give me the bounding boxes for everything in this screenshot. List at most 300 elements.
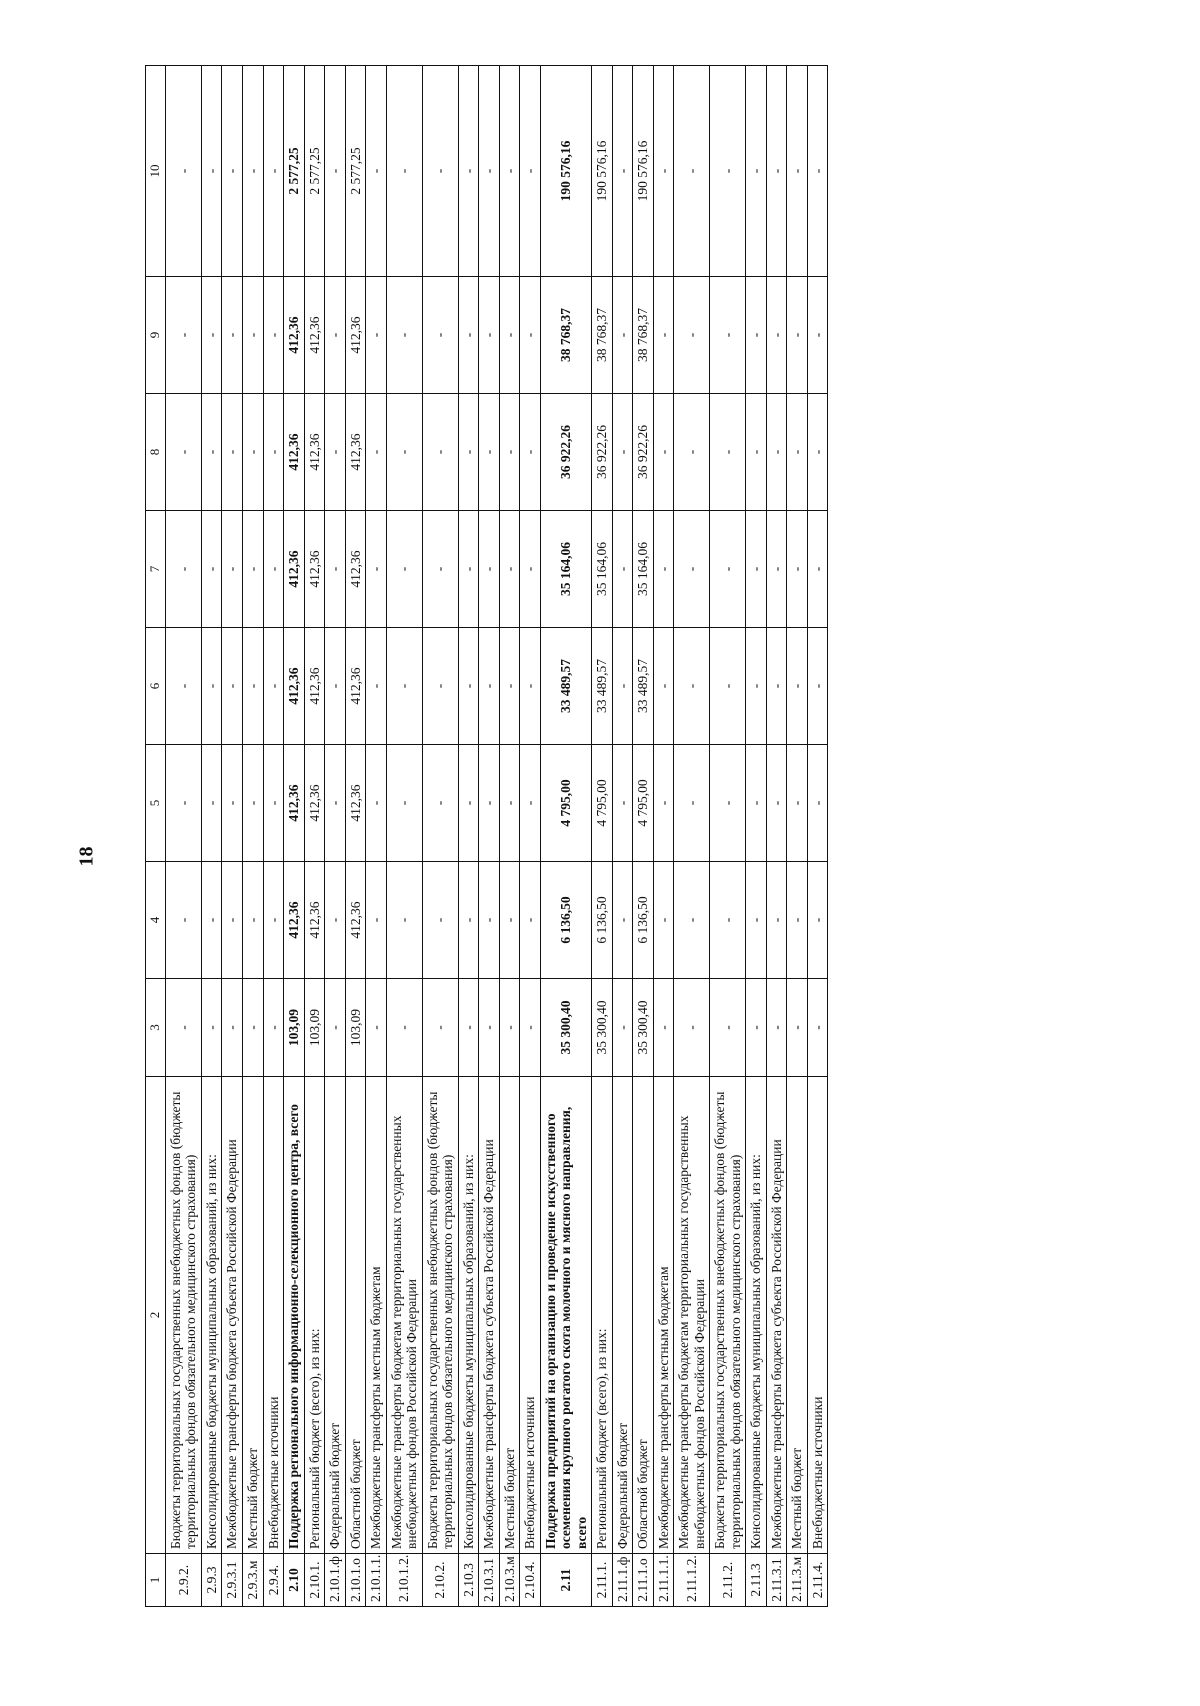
row-code: 2.10.2. <box>422 1554 458 1607</box>
row-value: - <box>653 277 674 394</box>
header-row <box>146 66 166 1607</box>
row-description: Местный бюджет <box>787 1077 808 1554</box>
table-row <box>612 66 633 1607</box>
row-value: 6 136,50 <box>540 862 592 979</box>
row-value: 2 577,25 <box>345 66 366 277</box>
row-code: 2.11.1.о <box>633 1554 654 1607</box>
row-value: 103,09 <box>284 979 305 1077</box>
row-value: - <box>807 745 828 862</box>
row-value: - <box>222 277 243 394</box>
row-value: 2 577,25 <box>304 66 325 277</box>
header-cell: 5 <box>146 745 166 862</box>
row-value: 35 300,40 <box>633 979 654 1077</box>
row-code: 2.10.3 <box>458 1554 479 1607</box>
table-row <box>710 66 746 1607</box>
row-value: - <box>787 66 808 277</box>
table-row <box>479 66 500 1607</box>
row-value: - <box>201 394 222 511</box>
row-value: 35 164,06 <box>633 511 654 628</box>
row-value: 35 300,40 <box>592 979 613 1077</box>
row-value: - <box>422 862 458 979</box>
row-value: - <box>746 628 767 745</box>
row-value: 412,36 <box>304 628 325 745</box>
row-value: - <box>674 745 710 862</box>
row-value: 103,09 <box>304 979 325 1077</box>
row-value: - <box>222 979 243 1077</box>
row-value: - <box>520 66 541 277</box>
row-value: 412,36 <box>284 511 305 628</box>
row-value: - <box>201 66 222 277</box>
row-value: - <box>746 862 767 979</box>
table-row <box>520 66 541 1607</box>
row-value: - <box>807 862 828 979</box>
row-value: - <box>612 394 633 511</box>
row-value: - <box>479 511 500 628</box>
row-value: - <box>386 628 422 745</box>
row-value: - <box>386 745 422 862</box>
row-value: - <box>366 862 387 979</box>
row-value: - <box>612 745 633 862</box>
row-value: - <box>787 745 808 862</box>
header-cell: 9 <box>146 277 166 394</box>
row-value: - <box>787 511 808 628</box>
table-row <box>366 66 387 1607</box>
row-code: 2.11.1.ф <box>612 1554 633 1607</box>
row-description: Федеральный бюджет <box>325 1077 346 1554</box>
row-value: - <box>243 862 264 979</box>
row-value: 412,36 <box>284 277 305 394</box>
table-row <box>499 66 520 1607</box>
row-value: - <box>766 511 787 628</box>
row-value: - <box>325 66 346 277</box>
row-code: 2.10.1.о <box>345 1554 366 1607</box>
table-row <box>304 66 325 1607</box>
row-description: Консолидированные бюджеты муниципальных образований, из них: <box>746 1077 767 1554</box>
row-value: - <box>766 628 787 745</box>
row-value: 36 922,26 <box>540 394 592 511</box>
table-row <box>243 66 264 1607</box>
row-value: - <box>499 511 520 628</box>
row-value: - <box>263 66 284 277</box>
row-value: - <box>787 394 808 511</box>
table-body <box>165 66 828 1607</box>
row-value: 33 489,57 <box>633 628 654 745</box>
table-row <box>540 66 592 1607</box>
row-value: 412,36 <box>345 394 366 511</box>
row-code: 2.9.3 <box>201 1554 222 1607</box>
table-row <box>746 66 767 1607</box>
row-description: Внебюджетные источники <box>807 1077 828 1554</box>
row-code: 2.10.1.2. <box>386 1554 422 1607</box>
row-value: 38 768,37 <box>633 277 654 394</box>
row-value: - <box>422 277 458 394</box>
row-description: Межбюджетные трансферты местным бюджетам <box>366 1077 387 1554</box>
row-description: Межбюджетные трансферты бюджетам территориальных государственных внебюджетных фондов Российской Федерации <box>386 1077 422 1554</box>
row-value: - <box>243 745 264 862</box>
row-value: - <box>807 979 828 1077</box>
row-code: 2.10.1.1. <box>366 1554 387 1607</box>
row-value: - <box>222 628 243 745</box>
row-value: - <box>746 979 767 1077</box>
row-value: - <box>766 862 787 979</box>
row-value: - <box>243 394 264 511</box>
row-value: - <box>710 862 746 979</box>
row-value: - <box>612 628 633 745</box>
row-value: - <box>479 862 500 979</box>
row-value: 412,36 <box>304 862 325 979</box>
row-value: - <box>766 979 787 1077</box>
row-value: - <box>653 394 674 511</box>
row-value: - <box>479 979 500 1077</box>
row-value: - <box>710 979 746 1077</box>
row-value: - <box>479 66 500 277</box>
row-value: - <box>499 628 520 745</box>
row-value: 412,36 <box>304 745 325 862</box>
row-value: - <box>787 277 808 394</box>
row-value: - <box>458 511 479 628</box>
row-value: - <box>422 66 458 277</box>
row-value: 412,36 <box>345 277 366 394</box>
row-value: - <box>674 277 710 394</box>
page-number: 18 <box>75 846 98 867</box>
row-value: 412,36 <box>284 745 305 862</box>
row-value: - <box>422 394 458 511</box>
row-value: - <box>787 628 808 745</box>
row-description: Межбюджетные трансферты бюджета субъекта Российской Федерации <box>479 1077 500 1554</box>
row-value: - <box>674 628 710 745</box>
row-code: 2.11.1.2. <box>674 1554 710 1607</box>
table-row <box>807 66 828 1607</box>
row-value: 4 795,00 <box>592 745 613 862</box>
row-value: - <box>222 511 243 628</box>
table-row <box>201 66 222 1607</box>
row-description: Бюджеты территориальных государственных внебюджетных фондов (бюджеты территориальных фондов обязательного медицинского страхования) <box>422 1077 458 1554</box>
row-value: - <box>165 628 201 745</box>
row-value: - <box>325 277 346 394</box>
row-description: Поддержка регионального информационно-селекционного центра, всего <box>284 1077 305 1554</box>
table-row <box>284 66 305 1607</box>
row-value: - <box>520 862 541 979</box>
row-value: - <box>674 511 710 628</box>
row-value: 6 136,50 <box>592 862 613 979</box>
header-cell: 6 <box>146 628 166 745</box>
row-description: Межбюджетные трансферты бюджета субъекта Российской Федерации <box>222 1077 243 1554</box>
row-value: - <box>366 745 387 862</box>
row-value: - <box>366 277 387 394</box>
row-value: - <box>201 628 222 745</box>
row-value: - <box>201 862 222 979</box>
row-value: - <box>165 66 201 277</box>
row-value: - <box>612 66 633 277</box>
row-description: Поддержка предприятий на организацию и проведение искусственного осеменения крупного рогатого скота молочного и мясного направления, всего <box>540 1077 592 1554</box>
row-value: - <box>222 394 243 511</box>
row-code: 2.10.3.м <box>499 1554 520 1607</box>
row-description: Бюджеты территориальных государственных внебюджетных фондов (бюджеты территориальных фондов обязательного медицинского страхования) <box>710 1077 746 1554</box>
row-value: - <box>653 511 674 628</box>
row-value: - <box>807 628 828 745</box>
row-value: - <box>766 745 787 862</box>
row-value: - <box>422 745 458 862</box>
row-value: - <box>458 745 479 862</box>
header-cell: 2 <box>146 1077 166 1554</box>
row-description: Бюджеты территориальных государственных внебюджетных фондов (бюджеты территориальных фондов обязательного медицинского страхования) <box>165 1077 201 1554</box>
table-row <box>458 66 479 1607</box>
row-code: 2.10.4. <box>520 1554 541 1607</box>
row-value: - <box>710 745 746 862</box>
row-value: - <box>201 745 222 862</box>
row-value: - <box>263 394 284 511</box>
row-value: - <box>499 862 520 979</box>
row-value: - <box>499 745 520 862</box>
table-row <box>633 66 654 1607</box>
row-value: - <box>263 745 284 862</box>
row-value: 412,36 <box>284 862 305 979</box>
row-value: - <box>807 511 828 628</box>
row-value: - <box>674 979 710 1077</box>
row-value: 412,36 <box>304 394 325 511</box>
row-value: - <box>263 277 284 394</box>
row-value: - <box>201 277 222 394</box>
row-description: Межбюджетные трансферты бюджета субъекта Российской Федерации <box>766 1077 787 1554</box>
row-code: 2.11.3 <box>746 1554 767 1607</box>
row-description: Межбюджетные трансферты местным бюджетам <box>653 1077 674 1554</box>
row-value: - <box>386 277 422 394</box>
row-code: 2.10 <box>284 1554 305 1607</box>
row-value: - <box>458 394 479 511</box>
row-value: - <box>366 628 387 745</box>
row-description: Федеральный бюджет <box>612 1077 633 1554</box>
header-cell: 7 <box>146 511 166 628</box>
row-value: - <box>243 979 264 1077</box>
row-description: Межбюджетные трансферты бюджетам территориальных государственных внебюджетных фондов Российской Федерации <box>674 1077 710 1554</box>
row-value: - <box>243 511 264 628</box>
header-cell: 1 <box>146 1554 166 1607</box>
row-value: 35 164,06 <box>592 511 613 628</box>
row-value: - <box>458 277 479 394</box>
row-description: Местный бюджет <box>243 1077 264 1554</box>
row-value: 4 795,00 <box>540 745 592 862</box>
row-value: 38 768,37 <box>592 277 613 394</box>
row-value: 412,36 <box>345 862 366 979</box>
row-value: - <box>653 628 674 745</box>
row-value: - <box>499 66 520 277</box>
row-description: Областной бюджет <box>633 1077 654 1554</box>
row-value: - <box>422 628 458 745</box>
row-value: - <box>807 277 828 394</box>
row-value: - <box>165 511 201 628</box>
row-value: - <box>653 979 674 1077</box>
row-code: 2.10.1. <box>304 1554 325 1607</box>
row-value: - <box>746 277 767 394</box>
table-row <box>787 66 808 1607</box>
row-value: - <box>479 745 500 862</box>
row-value: 2 577,25 <box>284 66 305 277</box>
row-value: 412,36 <box>304 511 325 628</box>
row-value: - <box>766 394 787 511</box>
row-value: 36 922,26 <box>633 394 654 511</box>
row-value: - <box>386 862 422 979</box>
row-value: - <box>458 628 479 745</box>
row-value: - <box>422 979 458 1077</box>
row-value: 190 576,16 <box>540 66 592 277</box>
row-value: - <box>386 66 422 277</box>
row-value: - <box>520 511 541 628</box>
row-value: - <box>366 979 387 1077</box>
row-value: - <box>458 979 479 1077</box>
row-value: - <box>243 66 264 277</box>
row-value: - <box>746 511 767 628</box>
row-value: 35 300,40 <box>540 979 592 1077</box>
row-value: 6 136,50 <box>633 862 654 979</box>
row-value: - <box>520 745 541 862</box>
header-cell: 4 <box>146 862 166 979</box>
row-value: - <box>787 862 808 979</box>
row-value: - <box>520 394 541 511</box>
row-value: - <box>520 979 541 1077</box>
row-value: - <box>653 862 674 979</box>
row-value: - <box>263 628 284 745</box>
row-description: Внебюджетные источники <box>520 1077 541 1554</box>
row-value: - <box>165 862 201 979</box>
row-value: - <box>386 979 422 1077</box>
row-description: Внебюджетные источники <box>263 1077 284 1554</box>
row-value: 33 489,57 <box>540 628 592 745</box>
row-value: 190 576,16 <box>633 66 654 277</box>
row-value: - <box>787 979 808 1077</box>
row-value: - <box>499 277 520 394</box>
row-value: - <box>165 277 201 394</box>
row-value: - <box>746 394 767 511</box>
table-row <box>345 66 366 1607</box>
row-description: Местный бюджет <box>499 1077 520 1554</box>
row-value: - <box>710 66 746 277</box>
row-value: - <box>366 394 387 511</box>
row-code: 2.11 <box>540 1554 592 1607</box>
row-value: 103,09 <box>345 979 366 1077</box>
row-value: - <box>746 745 767 862</box>
row-value: - <box>422 511 458 628</box>
row-description: Консолидированные бюджеты муниципальных образований, из них: <box>201 1077 222 1554</box>
row-value: 33 489,57 <box>592 628 613 745</box>
row-value: - <box>479 277 500 394</box>
row-value: - <box>710 277 746 394</box>
row-value: 412,36 <box>284 628 305 745</box>
table-row <box>422 66 458 1607</box>
row-value: - <box>612 277 633 394</box>
row-value: - <box>710 628 746 745</box>
row-description: Региональный бюджет (всего), из них: <box>304 1077 325 1554</box>
budget-table <box>145 65 828 1607</box>
row-description: Консолидированные бюджеты муниципальных образований, из них: <box>458 1077 479 1554</box>
row-code: 2.11.2. <box>710 1554 746 1607</box>
row-value: - <box>386 511 422 628</box>
row-value: 4 795,00 <box>633 745 654 862</box>
row-value: - <box>386 394 422 511</box>
row-value: 412,36 <box>345 628 366 745</box>
row-value: - <box>710 511 746 628</box>
row-value: - <box>263 979 284 1077</box>
row-code: 2.9.3.1 <box>222 1554 243 1607</box>
table-row <box>766 66 787 1607</box>
row-value: - <box>165 394 201 511</box>
row-value: 38 768,37 <box>540 277 592 394</box>
row-value: - <box>243 628 264 745</box>
row-value: - <box>201 511 222 628</box>
row-value: - <box>653 66 674 277</box>
table-row <box>222 66 243 1607</box>
row-value: - <box>653 745 674 862</box>
row-value: 412,36 <box>284 394 305 511</box>
row-code: 2.9.2. <box>165 1554 201 1607</box>
row-value: - <box>766 66 787 277</box>
row-code: 2.11.1.1. <box>653 1554 674 1607</box>
table-row <box>653 66 674 1607</box>
row-code: 2.11.4. <box>807 1554 828 1607</box>
row-value: - <box>766 277 787 394</box>
row-value: - <box>807 66 828 277</box>
row-value: - <box>222 66 243 277</box>
row-code: 2.11.3.1 <box>766 1554 787 1607</box>
row-value: - <box>479 394 500 511</box>
header-cell: 10 <box>146 66 166 277</box>
row-value: - <box>325 511 346 628</box>
table-row <box>674 66 710 1607</box>
row-value: - <box>325 862 346 979</box>
row-value: - <box>325 628 346 745</box>
row-value: - <box>612 862 633 979</box>
row-value: - <box>366 511 387 628</box>
row-value: - <box>458 862 479 979</box>
table-row <box>263 66 284 1607</box>
row-code: 2.10.3.1 <box>479 1554 500 1607</box>
row-value: - <box>746 66 767 277</box>
row-code: 2.9.3.м <box>243 1554 264 1607</box>
row-value: - <box>612 511 633 628</box>
row-value: - <box>325 745 346 862</box>
table-row <box>386 66 422 1607</box>
row-value: - <box>710 394 746 511</box>
row-value: 190 576,16 <box>592 66 613 277</box>
row-value: - <box>499 394 520 511</box>
row-value: - <box>325 979 346 1077</box>
row-value: - <box>263 862 284 979</box>
header-cell: 8 <box>146 394 166 511</box>
row-value: - <box>263 511 284 628</box>
row-value: - <box>243 277 264 394</box>
table-row <box>165 66 201 1607</box>
row-value: - <box>499 979 520 1077</box>
row-value: - <box>479 628 500 745</box>
row-value: - <box>222 862 243 979</box>
row-description: Региональный бюджет (всего), из них: <box>592 1077 613 1554</box>
row-value: - <box>201 979 222 1077</box>
row-value: - <box>520 628 541 745</box>
row-code: 2.11.3.м <box>787 1554 808 1607</box>
row-value: - <box>325 394 346 511</box>
row-code: 2.11.1. <box>592 1554 613 1607</box>
row-code: 2.10.1.ф <box>325 1554 346 1607</box>
row-value: 412,36 <box>345 745 366 862</box>
row-value: - <box>165 745 201 862</box>
row-value: - <box>458 66 479 277</box>
row-description: Областной бюджет <box>345 1077 366 1554</box>
row-value: - <box>674 66 710 277</box>
row-value: - <box>366 66 387 277</box>
row-value: 412,36 <box>304 277 325 394</box>
rotated-table-container <box>145 66 828 1607</box>
row-value: 36 922,26 <box>592 394 613 511</box>
table-row <box>592 66 613 1607</box>
